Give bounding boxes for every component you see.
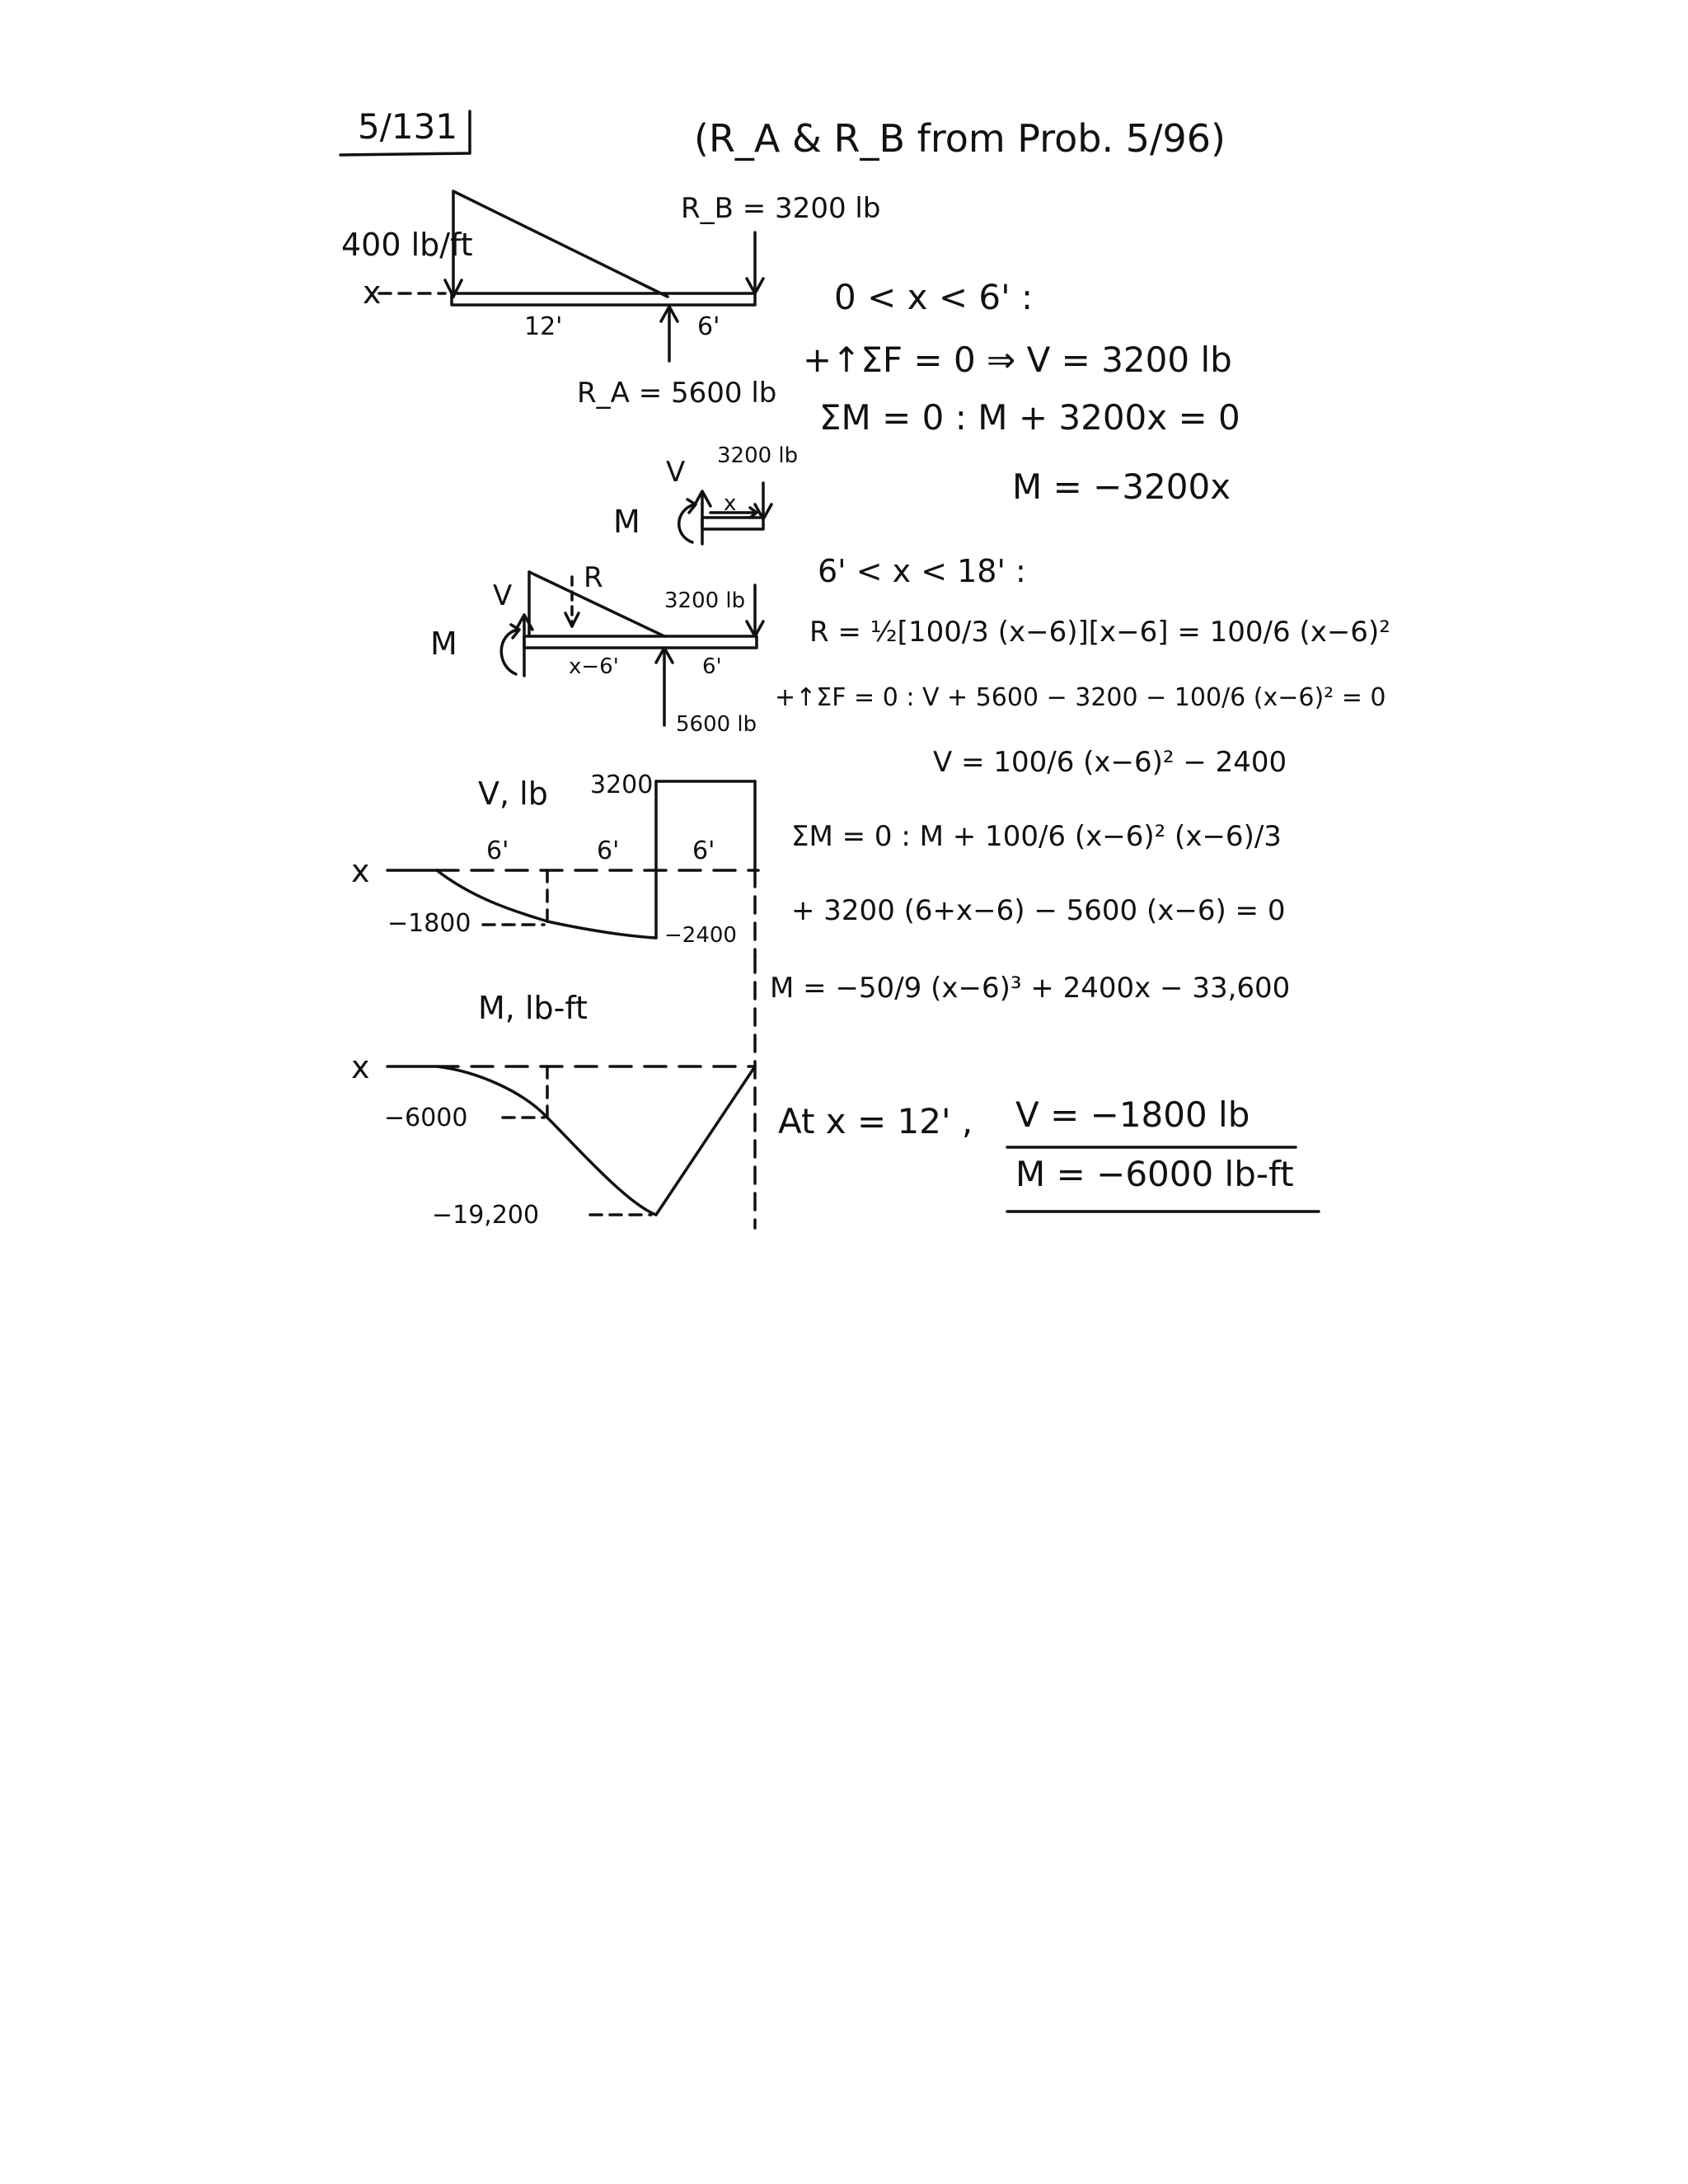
answer-prefix: At x = 12' , — [778, 1101, 973, 1141]
moment-diagram-title: M, lb-ft — [478, 990, 588, 1026]
fbd2-segment2-label: 6' — [702, 654, 722, 679]
reaction-b-label: R_B = 3200 lb — [681, 192, 881, 225]
reaction-a-label: R_A = 5600 lb — [577, 377, 777, 410]
section1-sum-moments: ΣM = 0 : M + 3200x = 0 — [819, 397, 1240, 438]
shear-x-label: x — [351, 853, 370, 889]
section2-range: 6' < x < 18' : — [818, 553, 1026, 589]
section1-moment-result: M = −3200x — [1012, 466, 1231, 507]
beam-x-label: x — [363, 274, 382, 311]
fbd1-x-label: x — [724, 491, 737, 516]
fbd1-shear-label: V — [666, 456, 686, 489]
fbd2-shear-label: V — [493, 579, 513, 612]
fbd2-load-label: 3200 lb — [664, 588, 746, 613]
section2-sum-forces: +↑ΣF = 0 : V + 5600 − 3200 − 100/6 (x−6)² = 0 — [775, 683, 1386, 712]
section1-sum-forces: +↑ΣF = 0 ⇒ V = 3200 lb — [803, 340, 1232, 380]
shear-top-value: 3200 — [590, 771, 654, 799]
problem-number: 5/131 — [358, 106, 458, 147]
shear-segment-1: 6' — [486, 837, 509, 865]
fbd2-support-label: 5600 lb — [676, 712, 757, 737]
fbd1-load-label: 3200 lb — [717, 443, 799, 468]
section2-shear-eq: V = 100/6 (x−6)² − 2400 — [933, 746, 1287, 779]
fbd2-resultant-label: R — [584, 561, 603, 594]
beam-segment-right: 6' — [697, 312, 720, 341]
distributed-load-label: 400 lb/ft — [341, 227, 473, 263]
answer-moment: M = −6000 lb-ft — [1015, 1154, 1294, 1194]
fbd2-segment-label: x−6' — [569, 654, 619, 679]
section2-resultant-eq: R = ½[100/3 (x−6)][x−6] = 100/6 (x−6)² — [809, 616, 1390, 649]
fbd1-moment-label: M — [613, 504, 640, 540]
shear-value-mid: −1800 — [387, 909, 471, 938]
beam-segment-left: 12' — [524, 312, 563, 341]
section1-range: 0 < x < 6' : — [834, 277, 1034, 317]
shear-value-low: −2400 — [664, 923, 737, 948]
fbd2-moment-label: M — [430, 626, 457, 662]
section2-moment-eq: M = −50/9 (x−6)³ + 2400x − 33,600 — [770, 972, 1291, 1005]
header-note: (R_A & R_B from Prob. 5/96) — [694, 116, 1226, 161]
shear-segment-2: 6' — [597, 837, 620, 865]
answer-shear: V = −1800 lb — [1015, 1094, 1250, 1135]
moment-x-label: x — [351, 1049, 370, 1085]
section2-sum-moments-b: + 3200 (6+x−6) − 5600 (x−6) = 0 — [791, 894, 1286, 927]
shear-diagram-title: V, lb — [478, 776, 548, 812]
moment-value-mid: −6000 — [384, 1104, 468, 1132]
section2-sum-moments-a: ΣM = 0 : M + 100/6 (x−6)² (x−6)/3 — [791, 820, 1282, 853]
moment-value-low: −19,200 — [432, 1201, 540, 1230]
shear-segment-3: 6' — [692, 837, 715, 865]
